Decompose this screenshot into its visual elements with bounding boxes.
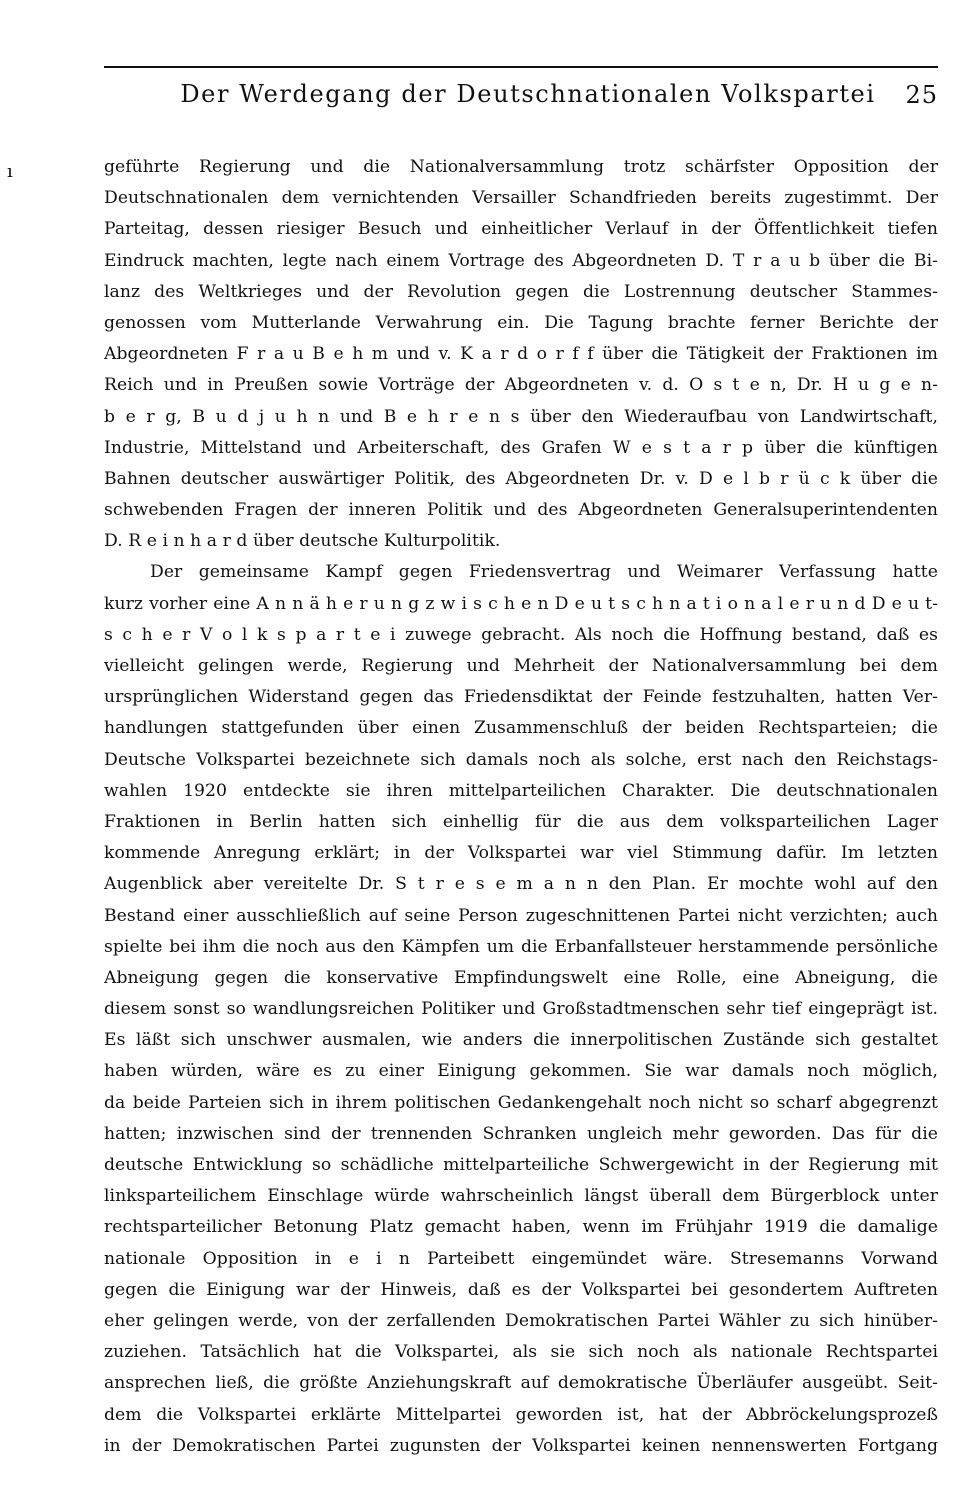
text-line: ursprünglichen Widerstand gegen das Friedensdiktat der Feinde festzuhalten, hatten Ver- [104,687,938,708]
text-line: gegen die Einigung war der Hinweis, daß es der Volkspartei bei gesondertem Auftreten [104,1279,938,1300]
text-line: lanz des Weltkrieges und der Revolution gegen die Lostrennung deutscher Stammes- [104,281,938,302]
text-line: D. R e i n h a r d über deutsche Kulturpolitik. [104,531,501,552]
body-text [104,152,938,1462]
text-line: genossen vom Mutterlande Verwahrung ein. Die Tagung brachte ferner Berichte der [104,312,938,333]
text-line: kurz vorher eine A n n ä h e r u n g z w i s c h e n D e u t s c h n a t i o n a l e r u n d D e u t- [104,593,938,614]
text-line: haben würden, wäre es zu einer Einigung gekommen. Sie war damals noch möglich, [104,1061,938,1082]
text-line: wahlen 1920 entdeckte sie ihren mittelparteilichen Charakter. Die deutschnationalen [104,780,938,801]
text-line: hatten; inzwischen sind der trennenden Schranken ungleich mehr geworden. Das für die [104,1123,938,1144]
text-line: ansprechen ließ, die größte Anziehungskraft auf demokratische Überläufer ausgeübt. Seit- [104,1373,938,1394]
running-title: Der Werdegang der Deutschnationalen Volkspartei [180,80,876,108]
text-line: Es läßt sich unschwer ausmalen, wie anders die innerpolitischen Zustände sich gestaltet [104,1030,938,1051]
text-line: s c h e r V o l k s p a r t e i zuwege gebracht. Als noch die Hoffnung bestand, daß es [104,624,938,645]
text-line: da beide Parteien sich in ihrem politischen Gedankengehalt noch nicht so scharf abgegrenzt [104,1092,938,1113]
text-line: rechtsparteilicher Betonung Platz gemacht haben, wenn im Frühjahr 1919 die damalige [104,1217,938,1238]
text-line: Eindruck machten, legte nach einem Vortrage des Abgeordneten D. T r a u b über die Bi- [104,250,938,271]
text-line: nationale Opposition in e i n Parteibett eingemündet wäre. Stresemanns Vorwand [104,1248,938,1269]
text-line: kommende Anregung erklärt; in der Volkspartei war viel Stimmung dafür. Im letzten [104,843,938,864]
running-head [104,66,938,108]
text-line: Deutschnationalen dem vernichtenden Versailler Schandfrieden bereits zugestimmt. Der [104,188,938,209]
page-number: 25 [905,81,938,109]
text-line: zuziehen. Tatsächlich hat die Volkspartei, als sie sich noch als nationale Rechtspartei [104,1342,938,1363]
text-line: Abneigung gegen die konservative Empfindungswelt eine Rolle, eine Abneigung, die [104,967,938,988]
text-line: deutsche Entwicklung so schädliche mittelparteiliche Schwergewicht in der Regierung mit [104,1155,938,1175]
text-line: Fraktionen in Berlin hatten sich einhellig für die aus dem volksparteilichen Lager [104,811,938,832]
text-line: linksparteilichem Einschlage würde wahrscheinlich längst überall dem Bürgerblock unter [104,1186,938,1207]
text-line: Industrie, Mittelstand und Arbeiterschaft, des Grafen W e s t a r p über die künftigen [104,437,938,458]
text-line: Bahnen deutscher auswärtiger Politik, des Abgeordneten Dr. v. D e l b r ü c k über die [104,468,938,489]
text-line: dem die Volkspartei erklärte Mittelpartei geworden ist, hat der Abbröckelungsprozeß [104,1404,938,1425]
text-line: spielte bei ihm die noch aus den Kämpfen um die Erbanfallsteuer herstammende persönliche [104,936,938,957]
margin-mark: ı [7,161,13,182]
text-line: diesem sonst so wandlungsreichen Politiker und Großstadtmenschen sehr tief eingeprägt ist. [104,999,938,1020]
text-line: vielleicht gelingen werde, Regierung und Mehrheit der Nationalversammlung bei dem [104,656,938,676]
text-line: Reich und in Preußen sowie Vorträge der Abgeordneten v. d. O s t e n, Dr. H u g e n- [104,375,938,396]
text-line: b e r g, B u d j u h n und B e h r e n s über den Wiederaufbau von Landwirtschaft, [104,406,938,427]
text-line: geführte Regierung und die Nationalversammlung trotz schärfster Opposition der [104,157,938,177]
text-line: Augenblick aber vereitelte Dr. S t r e s e m a n n den Plan. Er mochte wohl auf den [104,874,938,895]
text-line: schwebenden Fragen der inneren Politik und des Abgeordneten Generalsuperintendenten [104,500,938,521]
text-line: Deutsche Volkspartei bezeichnete sich damals noch als solche, erst nach den Reichstags- [104,749,938,770]
text-line: Parteitag, dessen riesiger Besuch und einheitlicher Verlauf in der Öffentlichkeit tiefen [104,219,938,240]
text-line: Abgeordneten F r a u B e h m und v. K a r d o r f f über die Tätigkeit der Fraktionen im [104,344,938,365]
text-line: Der gemeinsame Kampf gegen Friedensvertrag und Weimarer Verfassung hatte [150,562,938,583]
text-line: Bestand einer ausschließlich auf seine Person zugeschnittenen Partei nicht verzichten; auch [104,905,938,926]
text-line: handlungen stattgefunden über einen Zusammenschluß der beiden Rechtsparteien; die [104,718,938,739]
text-line: in der Demokratischen Partei zugunsten der Volkspartei keinen nennenswerten Fortgang [104,1435,938,1456]
text-line: eher gelingen werde, von der zerfallenden Demokratischen Partei Wähler zu sich hinüber- [104,1310,938,1331]
